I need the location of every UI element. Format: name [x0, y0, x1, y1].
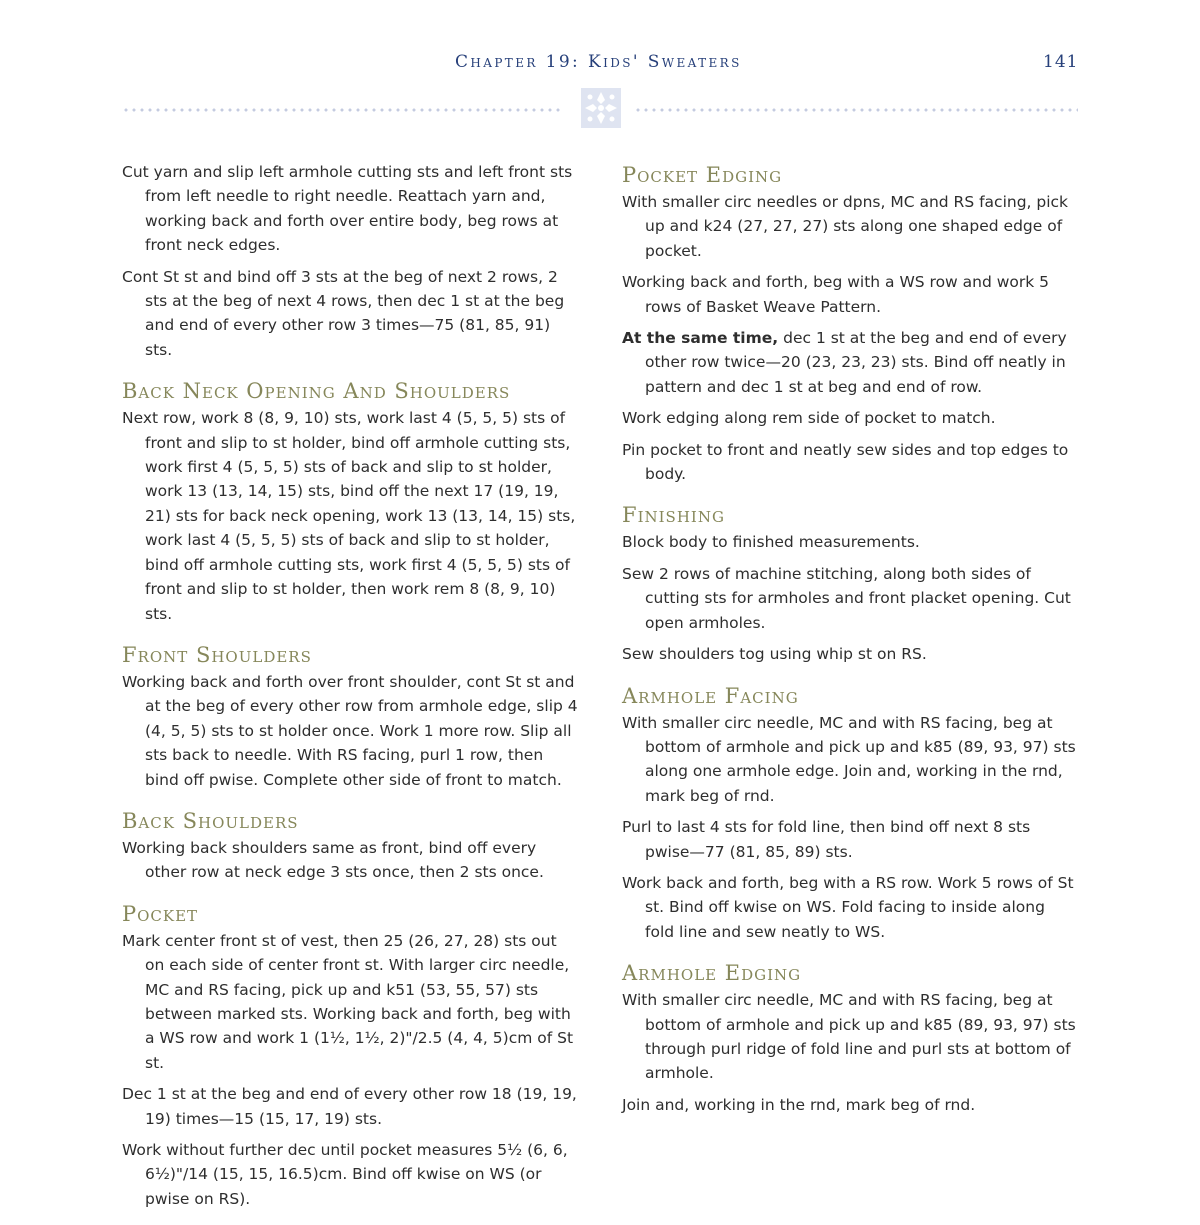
section-heading: Armhole Edging — [622, 961, 802, 986]
paragraph: Working back and forth over front shoulder, cont St st and at the beg of every other row from armhole edge, slip 4 (4, 5, 5) sts to st holder once. Work 1 more row. Slip all sts back to needle. With RS facing, purl 1 row, then bind off pwise. Complete other side of front to match. — [122, 672, 578, 789]
paragraph: Purl to last 4 sts for fold line, then bind off next 8 sts pwise—77 (81, 85, 89) sts. — [622, 818, 1031, 861]
page-number: 141 — [1043, 52, 1079, 72]
paragraph: With smaller circ needle, MC and with RS facing, beg at bottom of armhole and pick up and k85 (89, 93, 97) sts along one armhole edge. Join and, working in the rnd, mark beg of rnd. — [622, 713, 1076, 805]
section-heading: Pocket Edging — [622, 163, 783, 187]
snowflake-ornament-icon — [579, 86, 623, 130]
section-finishing — [622, 500, 1078, 666]
paragraph: Working back shoulders same as front, bind off every other row at neck edge 3 sts once, then 2 sts once. — [122, 838, 544, 882]
paragraph — [622, 326, 1078, 399]
section-heading: Finishing — [622, 503, 725, 528]
section-front-shoulders — [122, 640, 580, 792]
paragraph: With smaller circ needles or dpns, MC and RS facing, pick up and k24 (27, 27, 27) sts along one shaped edge of pocket. — [622, 193, 1069, 260]
section-intro — [122, 160, 580, 362]
chapter-title: Chapter 19: Kids' Sweaters — [455, 52, 742, 72]
paragraph: Working back and forth, beg with a WS row and work 5 rows of Basket Weave Pattern. — [622, 273, 1050, 316]
paragraph: Sew 2 rows of machine stitching, along both sides of cutting sts for armholes and front placket opening. Cut open armholes. — [622, 564, 1071, 632]
decorative-divider — [122, 98, 1078, 122]
paragraph: Mark center front st of vest, then 25 (26, 27, 28) sts out on each side of center front st. With larger circ needle, MC and RS facing, pick up and k51 (53, 55, 57) sts between marked sts. Working back and forth, beg with a WS row and work 1 (1½, 1½, 2)"/2.5 (4, 4, 5)cm of St st. — [122, 931, 574, 1072]
paragraph: Next row, work 8 (8, 9, 10) sts, work last 4 (5, 5, 5) sts of front and slip to st holder, bind off armhole cutting sts, work first 4 (5, 5, 5) sts of back and slip to st holder, work 13 (13, 14, 15) sts, bind off the next 17 (19, 19, 21) sts for back neck opening, work 13 (13, 14, 15) sts, work last 4 (5, 5, 5) sts of back and slip to st holder, bind off armhole cutting sts, work first 4 (5, 5, 5) sts of front and slip to st holder, then work rem 8 (8, 9, 10) sts. — [122, 409, 576, 623]
dotted-rule-right — [634, 108, 1078, 112]
paragraph: Block body to finished measurements. — [622, 533, 920, 552]
bold-lead: At the same time, — [622, 329, 779, 348]
section-heading: Pocket — [122, 901, 199, 926]
paragraph-rest: dec 1 st at the beg and end of every other row twice—20 (23, 23, 23) sts. Bind off neatly in pattern and dec 1 st at beg and end of row. — [645, 329, 1067, 396]
section-heading: Front Shoulders — [122, 642, 312, 667]
paragraph: With smaller circ needle, MC and with RS facing, beg at bottom of armhole and pick up and k85 (89, 93, 97) sts through purl ridge of fold line and purl sts at bottom of armhole. — [622, 991, 1076, 1083]
section-back-neck — [122, 376, 580, 626]
section-armhole-edging — [622, 958, 1078, 1117]
left-column — [122, 160, 580, 1225]
paragraph: Cut yarn and slip left armhole cutting sts and left front sts from left needle to right needle. Reattach yarn and, working back and forth over entire body, beg rows at front neck edges. — [122, 163, 573, 255]
paragraph: Dec 1 st at the beg and end of every other row 18 (19, 19, 19) times—15 (15, 17, 19) sts. — [122, 1085, 577, 1128]
section-pocket — [122, 899, 580, 1211]
paragraph: Join and, working in the rnd, mark beg of rnd. — [622, 1095, 976, 1114]
paragraph: Pin pocket to front and neatly sew sides and top edges to body. — [622, 440, 1069, 484]
section-armhole-facing — [622, 681, 1078, 945]
section-heading: Armhole Facing — [622, 683, 799, 708]
section-back-shoulders — [122, 806, 580, 885]
section-heading: Back Neck Opening And Shoulders — [122, 379, 511, 404]
paragraph: Cont St st and bind off 3 sts at the beg of next 2 rows, 2 sts at the beg of next 4 rows, then dec 1 st at the beg and end of every other row 3 times—75 (81, 85, 91) sts. — [122, 267, 565, 359]
section-heading: Back Shoulders — [122, 808, 299, 833]
section-pocket-edging — [622, 160, 1078, 486]
paragraph: Sew shoulders tog using whip st on RS. — [622, 645, 927, 664]
page-header — [0, 50, 1200, 80]
right-column — [622, 160, 1078, 1131]
dotted-rule-left — [122, 108, 564, 112]
paragraph: Work edging along rem side of pocket to match. — [622, 409, 996, 428]
paragraph: Work back and forth, beg with a RS row. Work 5 rows of St st. Bind off kwise on WS. Fold facing to inside along fold line and sew neatly to WS. — [622, 873, 1074, 941]
paragraph: Work without further dec until pocket measures 5½ (6, 6, 6½)"/14 (15, 15, 16.5)cm. Bind off kwise on WS (or pwise on RS). — [122, 1141, 568, 1208]
